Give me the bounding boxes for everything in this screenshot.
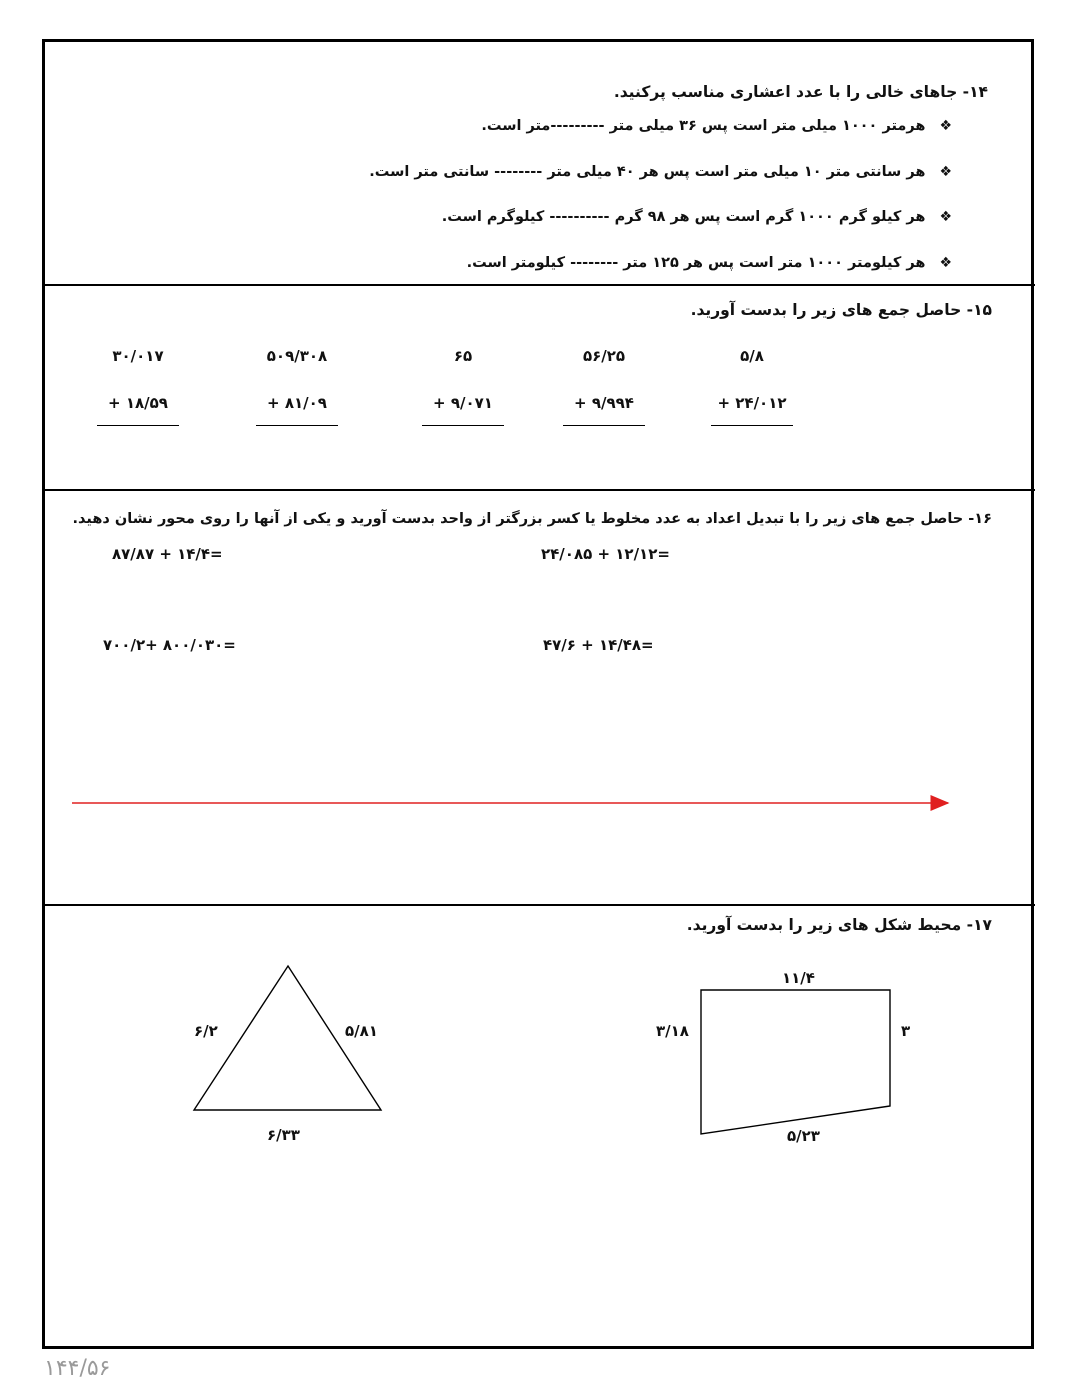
q16-expression: ۷۰۰/۲+ ۸۰۰/۰۳۰= bbox=[103, 636, 236, 654]
bullet-icon: ❖ bbox=[939, 118, 952, 134]
q14-item-text: هرمتر ۱۰۰۰ میلی متر است پس ۳۶ میلی متر ---------متر است. bbox=[481, 118, 926, 134]
addition-bottom: + ۱۸/۵۹ bbox=[108, 394, 168, 412]
q16-title: ۱۶- حاصل جمع های زیر را با تبدیل اعداد به عدد مخلوط یا کسر بزرگتر از واحد بدست آورید و یکی از آنها را روی محور نشان دهید. bbox=[72, 511, 992, 527]
triangle-left-label: ۶/۲ bbox=[194, 1022, 218, 1040]
q14-item-text: هر کیلومتر ۱۰۰۰ متر است پس هر ۱۲۵ متر -------- کیلومتر است. bbox=[466, 255, 926, 271]
quad-top-label: ۱۱/۴ bbox=[782, 969, 815, 987]
quad-left-label: ۳/۱۸ bbox=[656, 1022, 689, 1040]
addition-bottom: + ۸۱/۰۹ bbox=[267, 394, 327, 412]
triangle-bottom-label: ۶/۳۳ bbox=[267, 1126, 300, 1144]
addition-top: ۳۰/۰۱۷ bbox=[112, 347, 164, 365]
triangle-right-label: ۵/۸۱ bbox=[345, 1022, 378, 1040]
addition-bottom: + ۹/۹۹۴ bbox=[574, 394, 634, 412]
q14-item-text: هر کیلو گرم ۱۰۰۰ گرم است پس هر ۹۸ گرم ---------- کیلوگرم است. bbox=[441, 209, 926, 225]
bullet-icon: ❖ bbox=[939, 164, 952, 180]
q16-expression: ۴۷/۶ + ۱۴/۴۸= bbox=[543, 636, 654, 654]
triangle-shape bbox=[194, 966, 381, 1110]
addition-top: ۵/۸ bbox=[740, 347, 764, 365]
quad-bottom-label: ۵/۲۳ bbox=[787, 1127, 820, 1145]
addition-top: ۵۰۹/۳۰۸ bbox=[266, 347, 328, 365]
page-number: ۱۴۴/۵۶ bbox=[44, 1356, 111, 1381]
q15-title: ۱۵- حاصل جمع های زیر را بدست آورید. bbox=[690, 301, 992, 319]
quad-right-label: ۳ bbox=[901, 1022, 911, 1040]
addition-bottom: + ۲۴/۰۱۲ bbox=[717, 394, 787, 412]
q14-title: ۱۴- جاهای خالی را با عدد اعشاری مناسب پرکنید. bbox=[613, 83, 988, 101]
addition-top: ۵۶/۲۵ bbox=[582, 347, 626, 365]
q14-item-text: هر سانتی متر ۱۰ میلی متر است پس هر ۴۰ میلی متر -------- سانتی متر است. bbox=[369, 164, 926, 180]
addition-bottom: + ۹/۰۷۱ bbox=[433, 394, 493, 412]
q16-expression: ۲۴/۰۸۵ + ۱۲/۱۲= bbox=[541, 545, 670, 563]
quadrilateral-shape bbox=[701, 990, 890, 1134]
addition-top: ۶۵ bbox=[453, 347, 473, 365]
bullet-icon: ❖ bbox=[939, 209, 952, 225]
q16-expression: ۸۷/۸۷ + ۱۴/۴= bbox=[112, 545, 223, 563]
q17-title: ۱۷- محیط شکل های زیر را بدست آورید. bbox=[686, 916, 992, 934]
bullet-icon: ❖ bbox=[939, 255, 952, 271]
